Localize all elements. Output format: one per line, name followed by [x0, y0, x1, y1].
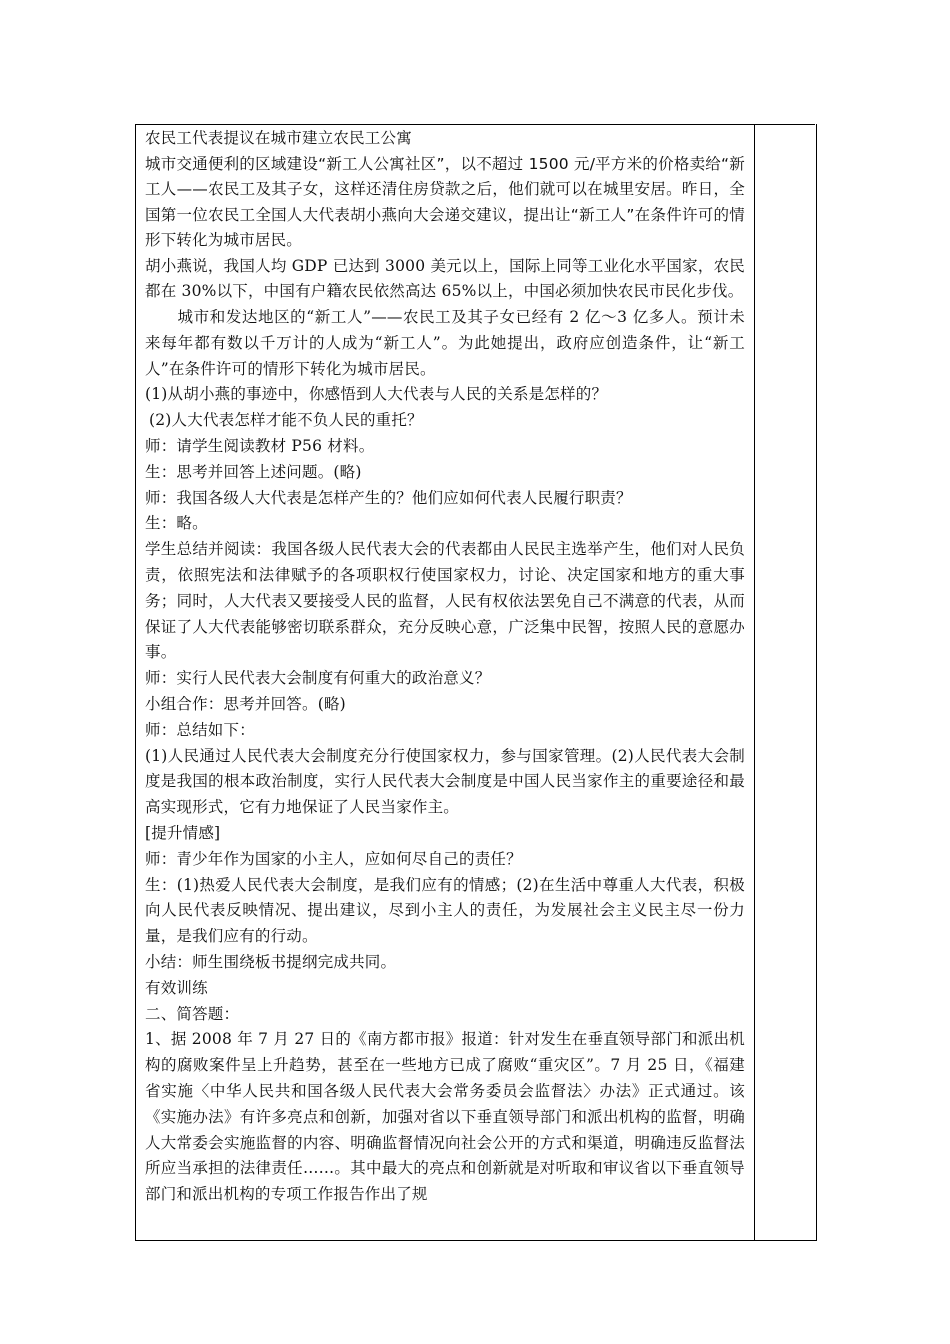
group-work-line: 小组合作：思考并回答。(略)	[145, 695, 346, 714]
teacher-conclusion: (1)人民通过人民代表大会制度充分行使国家权力，参与国家管理。(2)人民代表大会制度是我国的根本政治制度，实行人民代表大会制度是中国人民当家作主的重要途径和最高实现形式，它有力地保证了人民当家作主。	[145, 746, 745, 817]
question-2: (2)人大代表怎样才能不负人民的重托？	[149, 411, 423, 430]
article-lead: 城市交通便利的区域建设“新工人公寓社区”，以不超过 1500 元/平方米的价格卖给“新工人——农民工及其子女，这样还清住房贷款之后，他们就可以在城里安居。昨日，全国第一位农民工全国人大代表胡小燕向大会递交建议，提出让“新工人”在条件许可的情形下转化为城市居民。	[145, 154, 745, 249]
short-answer-item-1: 1、据 2008 年 7 月 27 日的《南方都市报》报道：针对发生在垂直领导部门和派出机构的腐败案件呈上升趋势，甚至在一些地方已成了腐败“重灾区”。7 月 25 日，《福建省实施〈中华人民共和国各级人民代表大会常务委员会监督法〉办法》正式通过。该《实施办法》有许多亮点和创新，加强对省以下垂直领导部门和派出机构的监督，明确人大常委会实施监督的内容、明确监督情况向社会公开的方式和渠道，明确违反监督法所应当承担的法律责任……。其中最大的亮点和创新就是对听取和审议省以下垂直领导部门和派出机构的专项工作报告作出了规	[145, 1030, 745, 1204]
lesson-wrap-up: 小结：师生围绕板书提纲完成共同。	[145, 953, 397, 972]
lesson-content	[145, 126, 745, 1208]
student-line-2: 生：略。	[145, 514, 208, 533]
teacher-line-1: 师：请学生阅读教材 P56 材料。	[145, 437, 375, 456]
article-title: 农民工代表提议在城市建立农民工公寓	[145, 129, 412, 147]
student-summary: 学生总结并阅读：我国各级人民代表大会的代表都由人民民主选举产生，他们对人民负责，依照宪法和法律赋予的各项职权行使国家权力，讨论、决定国家和地方的重大事务；同时，人大代表又要接受人民的监督，人民有权依法罢免自己不满意的代表，从而保证了人大代表能够密切联系群众，充分反映心意，广泛集中民智，按照人民的意愿办事。	[145, 540, 745, 662]
student-line-1: 生：思考并回答上述问题。(略)	[145, 462, 362, 481]
teacher-line-5: 师：青少年作为国家的小主人，应如何尽自己的责任？	[145, 849, 522, 868]
article-paragraph-1: 胡小燕说，我国人均 GDP 已达到 3000 美元以上，国际上同等工业化水平国家，农民都在 30%以下，中国有户籍农民依然高达 65%以上，中国必须加快农民市民化步伐。	[145, 256, 745, 301]
student-line-5: 生：(1)热爱人民代表大会制度，是我们应有的情感；(2)在生活中尊重人大代表，积极向人民代表反映情况、提出建议，尽到小主人的责任，为发展社会主义民主尽一份力量，是我们应有的行动。	[145, 875, 745, 946]
section-emotion: [提升情感]	[145, 824, 221, 843]
article-paragraph-2: 城市和发达地区的“新工人”——农民工及其子女已经有 2 亿～3 亿多人。预计未来每年都有数以千万计的人成为“新工人”。为此她提出，政府应创造条件，让“新工人”在条件许可的情形下转化为城市居民。	[145, 308, 745, 378]
section-short-answer: 二、简答题：	[145, 1004, 240, 1023]
teacher-line-3: 师：实行人民代表大会制度有何重大的政治意义？	[145, 669, 491, 688]
section-training: 有效训练	[145, 978, 208, 997]
question-1: (1)从胡小燕的事迹中，你感悟到人大代表与人民的关系是怎样的？	[145, 385, 608, 404]
teacher-line-2: 师：我国各级人大代表是怎样产生的？他们应如何代表人民履行职责？	[145, 488, 632, 507]
column-divider	[754, 124, 755, 1240]
teacher-line-4: 师：总结如下：	[145, 720, 255, 739]
